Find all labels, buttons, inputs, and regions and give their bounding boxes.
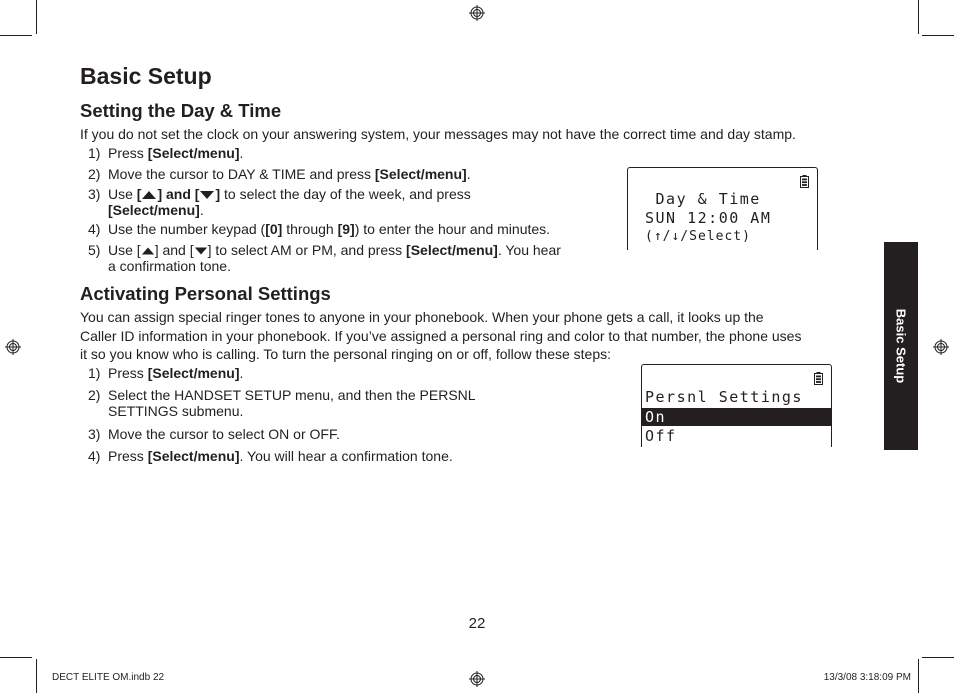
registration-mark-icon <box>933 339 949 355</box>
list-item: 1) Press [Select/menu]. <box>88 145 244 161</box>
display-line: Off <box>645 427 677 445</box>
list-item: 1) Press [Select/menu]. <box>88 365 244 381</box>
battery-icon <box>800 175 809 188</box>
crop-mark <box>918 0 919 34</box>
crop-mark <box>918 659 919 693</box>
handset-display-personal-settings <box>641 364 832 447</box>
display-line: SUN 12:00 AM <box>645 209 772 227</box>
registration-mark-icon <box>469 5 485 21</box>
list-item: 4) Use the number keypad ([0] through [9]) to enter the hour and minutes. <box>88 221 551 237</box>
display-line: Day & Time <box>645 190 761 208</box>
list-item: 5) Use [ ] and [ ] to select AM or PM, and press [Select/menu]. You hear a confirmation tone. <box>88 242 561 274</box>
battery-icon <box>814 372 823 385</box>
list-item: 2) Move the cursor to DAY & TIME and press [Select/menu]. <box>88 166 471 182</box>
crop-mark <box>0 35 32 36</box>
crop-mark <box>36 659 37 693</box>
handset-display-day-time <box>627 167 818 250</box>
section-heading-personal-settings: Activating Personal Settings <box>80 283 331 304</box>
registration-mark-icon <box>469 671 485 687</box>
crop-mark <box>0 657 32 658</box>
section-intro: You can assign special ringer tones to anyone in your phonebook. When your phone gets a call, it looks up the Caller ID information in your phonebook. If you’ve assigned a personal ring and color to that number, the phone uses it so you know who is calling. To turn the personal ringing on or off, follow these steps: <box>80 309 802 362</box>
display-line-selected: On <box>642 408 831 426</box>
up-arrow-icon <box>141 246 155 256</box>
side-tab-label: Basic Setup <box>893 308 909 384</box>
list-item: 2) Select the HANDSET SETUP menu, and then the PERSNL SETTINGS submenu. <box>88 387 476 419</box>
footer-file-info: DECT ELITE OM.indb 22 <box>52 672 165 683</box>
list-item: 3) Use [ ] and [ ] to select the day of the week, and press [Select/menu]. <box>88 186 471 218</box>
crop-mark <box>36 0 37 34</box>
down-arrow-icon <box>194 246 208 256</box>
display-line: (↑/↓/Select) <box>645 229 751 244</box>
list-item: 3) Move the cursor to select ON or OFF. <box>88 426 340 442</box>
page-title: Basic Setup <box>80 63 212 89</box>
section-intro: If you do not set the clock on your answering system, your messages may not have the correct time and day stamp. <box>80 126 796 142</box>
section-heading-day-time: Setting the Day & Time <box>80 100 282 121</box>
side-tab <box>884 242 918 450</box>
crop-mark <box>922 35 954 36</box>
crop-mark <box>922 657 954 658</box>
display-line: Persnl Settings <box>645 388 803 406</box>
registration-mark-icon <box>5 339 21 355</box>
up-arrow-icon <box>141 190 157 200</box>
footer-timestamp: 13/3/08 3:18:09 PM <box>823 672 911 683</box>
page-number: 22 <box>468 615 486 632</box>
down-arrow-icon <box>199 190 215 200</box>
list-item: 4) Press [Select/menu]. You will hear a confirmation tone. <box>88 448 453 464</box>
